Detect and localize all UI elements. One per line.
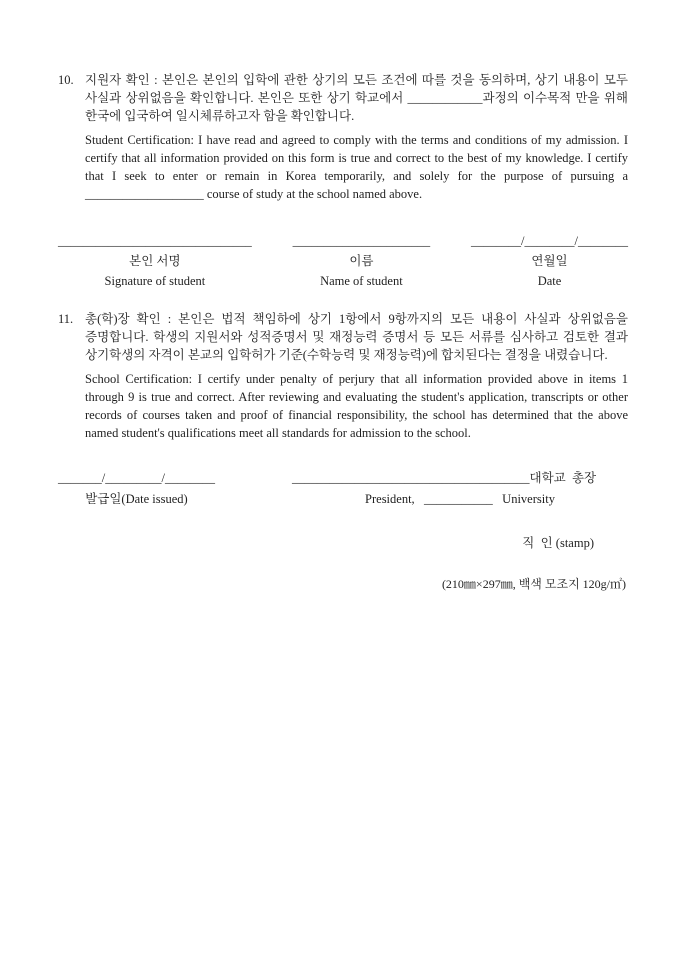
- item-10-english-text: Student Certification: I have read and agreed to comply with the terms and conditions of my admission. I certify that all information provided on this form is true and correct to the best of my knowledge. I certify that I seek to enter or remain in Korea temporarily, and solely for the purpose of pursuing a ___________________ course of study at the school named above.: [85, 133, 628, 201]
- item-10-number: 10.: [58, 73, 74, 87]
- student-signature-label-english: Signature of student: [104, 273, 206, 288]
- student-name-label-korean: 이름: [349, 253, 374, 268]
- student-date-label-korean: 연월일: [531, 253, 568, 268]
- item-11-korean-text: 총(학)장 확인 : 본인은 법적 책임하에 상기 1항에서 9항까지의 모든 내용이 사실과 상위없음을 증명합니다. 학생의 지원서와 성적증명서 및 재정능력 증명서 등 모든 서류를 심사하고 검토한 결과 상기학생의 자격이 본교의 입학허가 기준(수학능력 및 재정능력)에 합치된다는 결정을 내렸습니다.: [85, 312, 628, 362]
- stamp-label: 직 인 (stamp): [522, 535, 594, 550]
- date-issued-label: 발급일(Date issued): [85, 491, 188, 506]
- item-11-body: [85, 311, 628, 442]
- signature-column-date: [471, 233, 628, 289]
- item-11-number: 11.: [58, 312, 74, 326]
- student-signature-blank-line: _______________________________: [58, 234, 252, 249]
- item-10-body: [85, 72, 628, 203]
- president-column: [292, 470, 628, 507]
- item-11-english-text: School Certification: I certify under penalty of perjury that all information provided above in items 1 through 9 is true and correct. After reviewing and evaluating the student's application, transcripts or other records of courses taken and proof of financial responsibility, the school has determined that the above named student's qualifications meet all standards for admission to the school.: [85, 372, 628, 440]
- student-name-blank-line: ______________________: [292, 234, 431, 249]
- student-name-label-english: Name of student: [320, 273, 403, 288]
- signature-column-signature: [58, 233, 252, 289]
- item-10-korean-text: 지원자 확인 : 본인은 본인의 입학에 관한 상기의 모든 조건에 따를 것을 동의하며, 상기 내용이 모두 사실과 상위없음을 확인합니다. 본인은 또한 상기 학교에서 ____________과정의 이수목적 만을 위해 한국에 입국하여 일시체류하고자 함을 확인합니다.: [85, 73, 628, 123]
- paper-spec-note: (210㎜×297㎜, 백색 모조지 120g/㎡): [441, 576, 626, 591]
- school-signature-block: [58, 470, 628, 507]
- section-school-certification: [58, 311, 628, 442]
- student-signature-label-korean: 본인 서명: [129, 253, 181, 268]
- date-issued-blank-line: _______/_________/________: [58, 471, 215, 486]
- student-date-blank-line: ________/________/________: [471, 234, 628, 249]
- president-signature-line: ______________________________________대학교 총장: [292, 471, 597, 486]
- signature-column-name: [293, 233, 431, 289]
- date-issued-column: [58, 470, 215, 507]
- section-student-certification: [58, 72, 628, 203]
- student-date-label-english: Date: [537, 273, 562, 288]
- student-signature-block: [58, 233, 628, 289]
- president-label: President, ___________ University: [365, 491, 555, 506]
